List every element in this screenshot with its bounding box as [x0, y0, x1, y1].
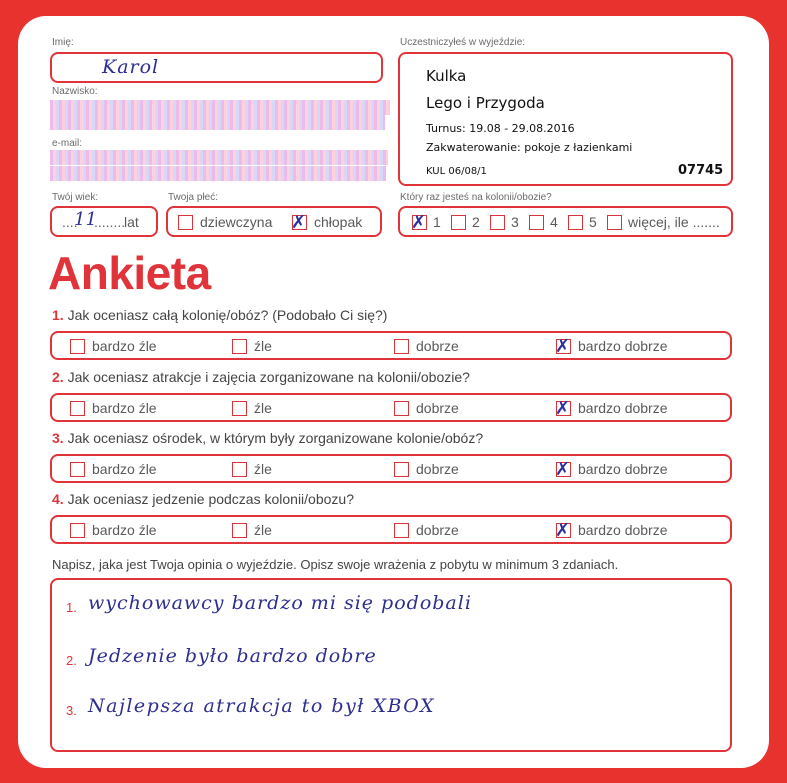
- checkbox-raz-2[interactable]: [451, 215, 466, 230]
- opinion-num-3: 3.: [66, 703, 77, 718]
- checkbox-q4-4[interactable]: [555, 520, 571, 541]
- answer-option-label: bardzo dobrze: [578, 338, 668, 354]
- answer-row-1: [50, 331, 732, 360]
- camp-stamp-box: [398, 52, 733, 186]
- check-mark-icon: ✗: [291, 212, 307, 233]
- checkbox-q1-3[interactable]: [394, 339, 409, 354]
- check-mark-icon: ✗: [411, 212, 427, 233]
- page-title: Ankieta: [48, 247, 211, 299]
- answer-row-2: [50, 393, 732, 422]
- plec-option-chlopak: chłopak: [314, 214, 363, 230]
- question-text: Jak oceniasz atrakcje i zajęcia zorganizowane na kolonii/obozie?: [67, 369, 470, 385]
- checkbox-q3-2[interactable]: [232, 462, 247, 477]
- answer-option-label: bardzo źle: [92, 338, 157, 354]
- question-number: 1.: [52, 307, 64, 323]
- checkbox-q4-3[interactable]: [394, 523, 409, 538]
- answer-option-label: bardzo źle: [92, 461, 157, 477]
- imie-field[interactable]: [50, 52, 383, 83]
- plec-option-dziewczyna: dziewczyna: [200, 214, 273, 230]
- answer-option-label: bardzo dobrze: [578, 400, 668, 416]
- opinion-text-3: Najlepsza atrakcja to był XBOX: [88, 695, 436, 717]
- answer-row-4: [50, 515, 732, 544]
- nazwisko-redacted: [50, 98, 390, 138]
- answer-option-label: bardzo dobrze: [578, 461, 668, 477]
- wiek-label: Twój wiek:: [52, 192, 99, 203]
- checkbox-q3-3[interactable]: [394, 462, 409, 477]
- raz-option-5: 5: [589, 214, 597, 230]
- checkbox-q2-4[interactable]: [555, 398, 571, 419]
- answer-option-label: źle: [254, 522, 272, 538]
- checkbox-q2-3[interactable]: [394, 401, 409, 416]
- checkbox-raz-1[interactable]: [411, 212, 427, 233]
- answer-option-label: dobrze: [416, 461, 459, 477]
- question-1: [52, 307, 387, 323]
- check-mark-icon: ✗: [555, 398, 571, 419]
- uczestnik-label: Uczestniczyłeś w wyjeździe:: [400, 37, 526, 48]
- checkbox-q3-1[interactable]: [70, 462, 85, 477]
- question-4: [52, 491, 354, 507]
- checkbox-q2-1[interactable]: [70, 401, 85, 416]
- opinion-num-1: 1.: [66, 600, 77, 615]
- question-3: [52, 430, 483, 446]
- plec-label: Twoja płeć:: [168, 192, 219, 203]
- opinion-prompt: Napisz, jaka jest Twoja opinia o wyjeździe. Opisz swoje wrażenia z pobytu w minimum 3 zdaniach.: [52, 557, 619, 572]
- opinion-num-2: 2.: [66, 653, 77, 668]
- plec-field: [166, 206, 382, 237]
- ktory-raz-field: [398, 206, 733, 237]
- checkbox-q1-2[interactable]: [232, 339, 247, 354]
- checkbox-raz-5[interactable]: [568, 215, 583, 230]
- answer-option-label: bardzo dobrze: [578, 522, 668, 538]
- answer-row-3: [50, 454, 732, 483]
- raz-option-4: 4: [550, 214, 558, 230]
- opinion-text-1: wychowawcy bardzo mi się podobali: [88, 592, 472, 614]
- answer-option-label: źle: [254, 461, 272, 477]
- checkbox-q1-4[interactable]: [555, 336, 571, 357]
- checkbox-chlopak[interactable]: [291, 212, 307, 233]
- answer-option-label: bardzo źle: [92, 400, 157, 416]
- raz-option-2: 2: [472, 214, 480, 230]
- question-number: 2.: [52, 369, 64, 385]
- stamp-line1: Kulka: [426, 67, 467, 85]
- opinion-text-2: Jedzenie było bardzo dobre: [88, 645, 377, 667]
- answer-option-label: źle: [254, 338, 272, 354]
- email-label: e-mail:: [52, 138, 83, 149]
- stamp-turnus: Turnus: 19.08 - 29.08.2016: [426, 122, 575, 135]
- answer-option-label: źle: [254, 400, 272, 416]
- raz-option-3: 3: [511, 214, 519, 230]
- question-text: Jak oceniasz całą kolonię/obóz? (Podobało Ci się?): [67, 307, 388, 323]
- wiek-field[interactable]: .... 11 ........ lat: [50, 206, 158, 237]
- checkbox-q3-4[interactable]: [555, 459, 571, 480]
- checkbox-q4-1[interactable]: [70, 523, 85, 538]
- checkbox-raz-3[interactable]: [490, 215, 505, 230]
- email-redacted: [50, 148, 390, 190]
- checkbox-q2-2[interactable]: [232, 401, 247, 416]
- check-mark-icon: ✗: [555, 336, 571, 357]
- wiek-suffix: lat: [124, 214, 139, 230]
- stamp-zakwaterowanie: Zakwaterowanie: pokoje z łazienkami: [426, 141, 633, 154]
- check-mark-icon: ✗: [555, 459, 571, 480]
- stamp-number: 07745: [678, 163, 724, 178]
- imie-label: Imię:: [52, 37, 74, 48]
- wiek-value: 11: [74, 209, 97, 230]
- stamp-code: KUL 06/08/1: [426, 166, 487, 177]
- checkbox-dziewczyna[interactable]: [178, 215, 193, 230]
- nazwisko-label: Nazwisko:: [52, 86, 98, 97]
- answer-option-label: dobrze: [416, 338, 459, 354]
- stamp-line2: Lego i Przygoda: [426, 94, 545, 112]
- check-mark-icon: ✗: [555, 520, 571, 541]
- answer-option-label: dobrze: [416, 522, 459, 538]
- answer-option-label: bardzo źle: [92, 522, 157, 538]
- raz-option-1: 1: [433, 214, 441, 230]
- question-text: Jak oceniasz ośrodek, w którym były zorganizowane kolonie/obóz?: [67, 430, 484, 446]
- checkbox-q1-1[interactable]: [70, 339, 85, 354]
- survey-sheet: [18, 16, 769, 768]
- checkbox-raz-4[interactable]: [529, 215, 544, 230]
- ktory-raz-label: Który raz jesteś na kolonii/obozie?: [400, 192, 552, 203]
- opinion-box[interactable]: [50, 578, 732, 752]
- checkbox-raz-wiecej[interactable]: [607, 215, 622, 230]
- question-text: Jak oceniasz jedzenie podczas kolonii/obozu?: [67, 491, 354, 507]
- question-number: 3.: [52, 430, 64, 446]
- raz-option-wiecej: więcej, ile .......: [628, 214, 720, 230]
- answer-option-label: dobrze: [416, 400, 459, 416]
- imie-value: Karol: [102, 56, 160, 78]
- question-2: [52, 369, 470, 385]
- question-number: 4.: [52, 491, 64, 507]
- checkbox-q4-2[interactable]: [232, 523, 247, 538]
